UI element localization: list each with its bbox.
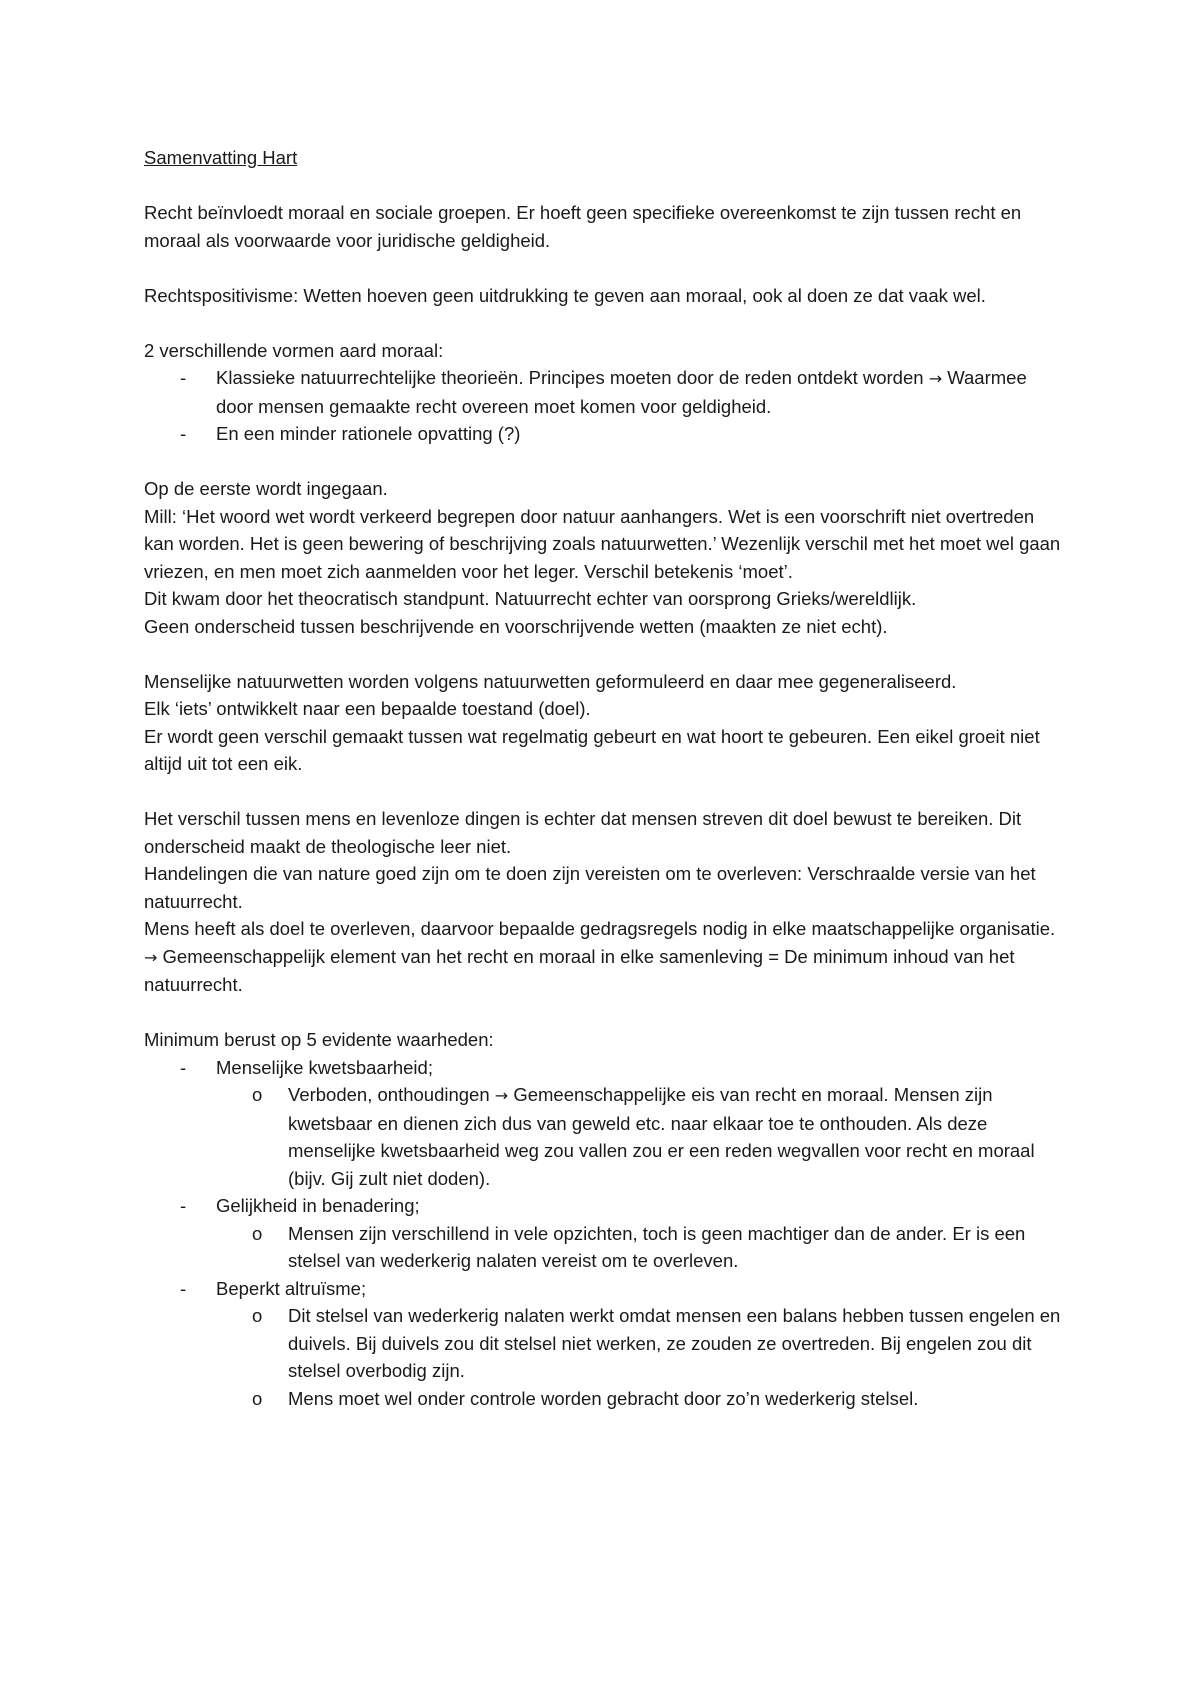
paragraph-waarheden: Minimum berust op 5 evidente waarheden: — [144, 1029, 494, 1050]
dash-bullet: - — [180, 367, 187, 388]
dash-bullet: - — [180, 1277, 187, 1299]
sub-list-item: o Dit stelsel van wederkerig nalaten werkt omdat mensen een balans hebben tussen engelen en duivels. Bij duivels zou dit stelsel niet werken, ze zouden ze overtreden. Bij engelen zou dit stelsel overbodig zijn. — [216, 1302, 1064, 1385]
paragraph-line: Elk ‘iets’ ontwikkelt naar een bepaalde toestand (doel). — [144, 698, 591, 719]
paragraph-rechtspositivisme: Rechtspositivisme: Wetten hoeven geen uitdrukking te geven aan moraal, ook al doen ze dat vaak wel. — [144, 284, 986, 306]
paragraph-minimum-inhoud: Mens heeft als doel te overleven, daarvoor bepaalde gedragsregels nodig in elke maatschappelijke organisatie. → Gemeenschappelijk element van het recht en moraal in elke samenleving = De minimum inhoud van het natuurrecht. — [144, 918, 1056, 995]
paragraph-line: Dit kwam door het theocratisch standpunt. Natuurrecht echter van oorsprong Grieks/wereldlijk. — [144, 588, 917, 609]
arrow-right-icon: → — [928, 369, 943, 388]
list-item: - Menselijke kwetsbaarheid; o Verboden, onthoudingen → Gemeenschappelijke eis van recht en moraal. Mensen zijn kwetsbaar en dienen zich dus van geweld etc. naar elkaar toe te onthouden. Als deze menselijke kwetsbaarheid weg zou vallen zou er een reden wegvallen voor recht en moraal (bijv. Gij zult niet doden). — [144, 1054, 1064, 1193]
circle-bullet: o — [252, 1387, 263, 1409]
sub-list-item: o Mens moet wel onder controle worden gebracht door zo’n wederkerig stelsel. — [216, 1385, 1064, 1413]
circle-bullet: o — [252, 1222, 263, 1244]
circle-bullet: o — [252, 1305, 263, 1326]
paragraph-line: Geen onderscheid tussen beschrijvende en voorschrijvende wetten (maakten ze niet echt). — [144, 615, 888, 637]
list-vormen-moraal — [144, 364, 1064, 448]
list-item: - En een minder rationele opvatting (?) — [144, 420, 1064, 448]
sub-list — [216, 1081, 1064, 1192]
paragraph-intro: Recht beïnvloedt moraal en sociale groepen. Er hoeft geen specifieke overeenkomst te zijn tussen recht en moraal als voorwaarde voor juridische geldigheid. — [144, 202, 1022, 251]
circle-bullet: o — [252, 1084, 263, 1105]
document-page — [144, 144, 1064, 1412]
list-item: - Klassieke natuurrechtelijke theorieën. Principes moeten door de reden ontdekt worden → Waarmee door mensen gemaakte recht overeen moet komen voor geldigheid. — [144, 364, 1064, 420]
paragraph-line: Handelingen die van nature goed zijn om te doen zijn vereisten om te overleven: Verschraalde versie van het natuurrecht. — [144, 863, 1036, 912]
list-item: - Beperkt altruïsme; o Dit stelsel van wederkerig nalaten werkt omdat mensen een balans hebben tussen engelen en duivels. Bij duivels zou dit stelsel niet werken, ze zouden ze overtreden. Bij engelen zou dit stelsel overbodig zijn. o Mens moet wel onder controle worden gebracht door zo’n wederkerig stelsel. — [144, 1275, 1064, 1413]
list-waarheden — [144, 1054, 1064, 1413]
dash-bullet: - — [180, 423, 187, 444]
paragraph-vormen-moraal: 2 verschillende vormen aard moraal: — [144, 339, 444, 361]
paragraph-line: Er wordt geen verschil gemaakt tussen wat regelmatig gebeurt en wat hoort te gebeuren. Een eikel groeit niet altijd uit tot een eik. — [144, 725, 1040, 774]
dash-bullet: - — [180, 1056, 187, 1078]
arrow-right-icon: → — [144, 947, 158, 967]
paragraph-mill: Mill: ‘Het woord wet wordt verkeerd begrepen door natuur aanhangers. Wet is een voorschrift niet overtreden kan worden. Het is geen bewering of beschrijving zoals natuurwetten.’ Wezenlijk verschil met het moet wel gaan vriezen, en men moet zich aanmelden voor het leger. Verschil betekenis ‘moet’. — [144, 505, 1061, 582]
sub-list — [216, 1302, 1064, 1412]
paragraph-line: Op de eerste wordt ingegaan. — [144, 478, 388, 499]
sub-list — [216, 1220, 1064, 1275]
arrow-right-icon: → — [494, 1086, 509, 1105]
paragraph-line: Het verschil tussen mens en levenloze dingen is echter dat mensen streven dit doel bewust te bereiken. Dit onderscheid maakt de theologische leer niet. — [144, 808, 1022, 857]
document-title: Samenvatting Hart — [144, 147, 298, 168]
list-item: - Gelijkheid in benadering; o Mensen zijn verschillend in vele opzichten, toch is geen machtiger dan de ander. Er is een stelsel van wederkerig nalaten vereist om te overleven. — [144, 1192, 1064, 1275]
paragraph-line: Menselijke natuurwetten worden volgens natuurwetten geformuleerd en daar mee gegeneraliseerd. — [144, 670, 957, 692]
dash-bullet: - — [180, 1195, 187, 1216]
sub-list-item: o Mensen zijn verschillend in vele opzichten, toch is geen machtiger dan de ander. Er is een stelsel van wederkerig nalaten vereist om te overleven. — [216, 1220, 1064, 1275]
sub-list-item: o Verboden, onthoudingen → Gemeenschappelijke eis van recht en moraal. Mensen zijn kwetsbaar en dienen zich dus van geweld etc. naar elkaar toe te onthouden. Als deze menselijke kwetsbaarheid weg zou vallen zou er een reden wegvallen voor recht en moraal (bijv. Gij zult niet doden). — [216, 1081, 1064, 1192]
